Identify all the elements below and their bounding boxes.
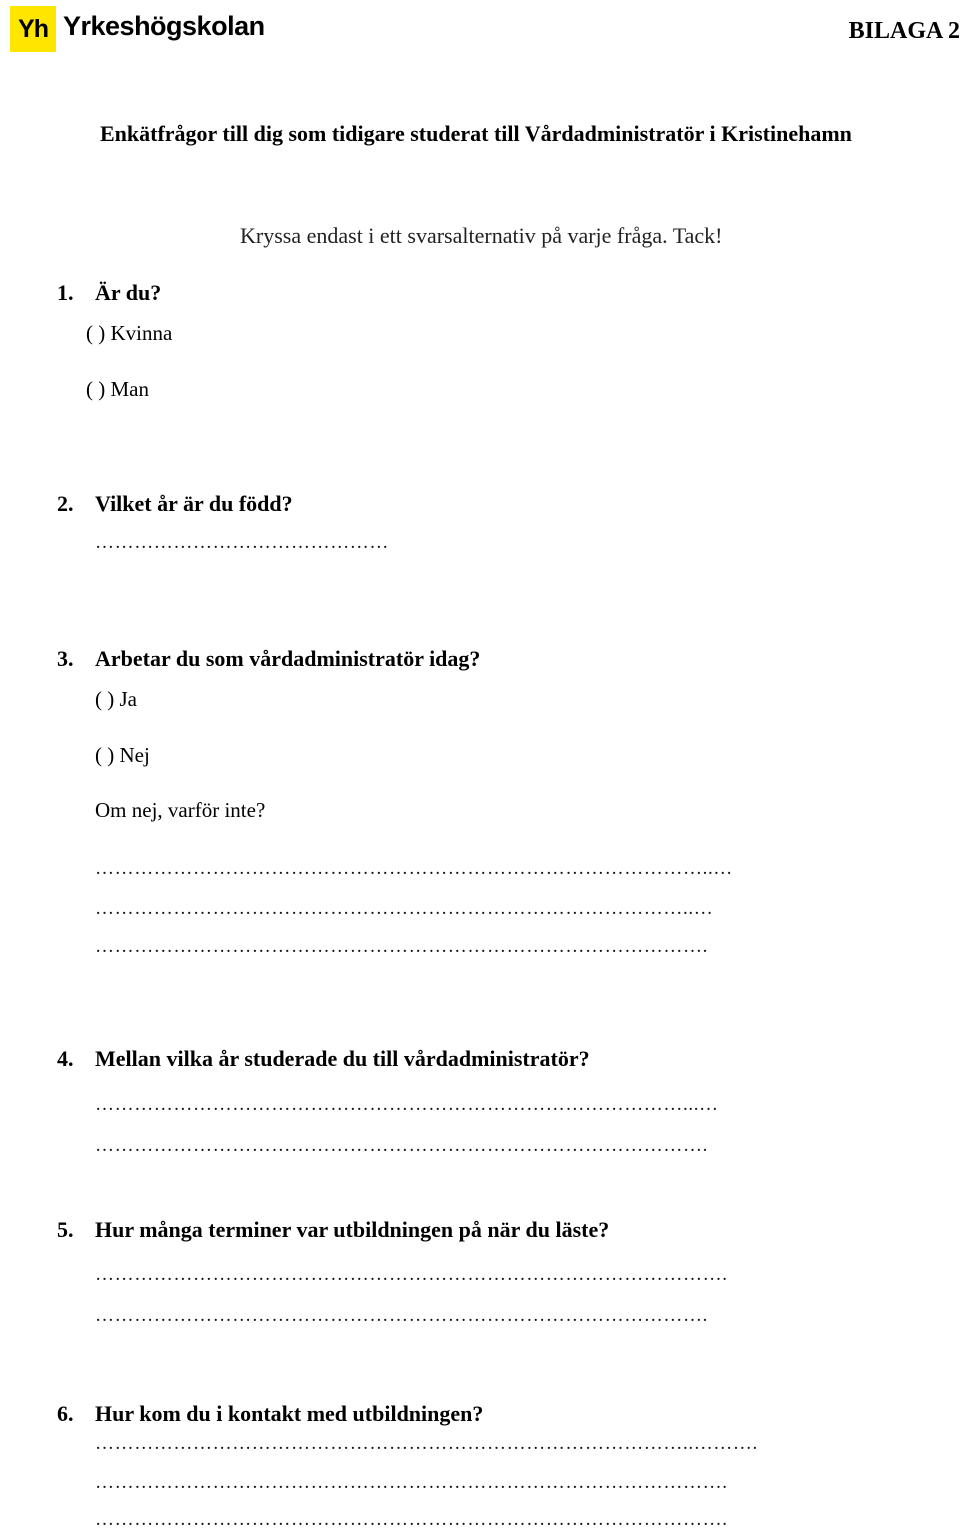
logo-mark: Yh (10, 6, 56, 52)
answer-line[interactable]: ………………………………………………………………………………..… (95, 898, 714, 919)
answer-line[interactable]: ……………………………………… (95, 532, 389, 553)
question-text: Arbetar du som vårdadministratör idag? (95, 646, 481, 671)
question-text: Hur många terminer var utbildningen på när du läste? (95, 1217, 610, 1242)
answer-line[interactable]: …………………………………………………………………………………. (95, 1135, 708, 1156)
question-number: 4. (57, 1046, 74, 1071)
question-number: 5. (57, 1217, 74, 1242)
question-number: 2. (57, 491, 74, 516)
answer-line[interactable]: ……………………………………………………………………………………. (95, 1264, 728, 1285)
answer-line[interactable]: …………………………………………………………………………………. (95, 936, 708, 957)
question-text: Är du? (95, 280, 162, 305)
option-ja[interactable]: ( ) Ja (95, 687, 137, 711)
answer-line[interactable]: ……………………………………………………………………………………. (95, 1509, 728, 1530)
option-nej[interactable]: ( ) Nej (95, 743, 150, 767)
answer-line[interactable]: ……………………………………………………………………………………. (95, 1472, 728, 1493)
instruction-text: Kryssa endast i ett svarsalternativ på varje fråga. Tack! (240, 223, 723, 248)
logo-wordmark: Yrkeshögskolan (63, 10, 265, 41)
question-text: Hur kom du i kontakt med utbildningen? (95, 1401, 484, 1426)
answer-line[interactable]: …………………………………………………………………………………. (95, 1305, 708, 1326)
annex-label: BILAGA 2 (848, 18, 960, 44)
question-number: 1. (57, 280, 74, 305)
question-number: 6. (57, 1401, 74, 1426)
question-number: 3. (57, 646, 74, 671)
page-title: Enkätfrågor till dig som tidigare studerat till Vårdadministratör i Kristinehamn (100, 121, 852, 146)
question-text: Mellan vilka år studerade du till vårdadministratör? (95, 1046, 590, 1071)
followup-label: Om nej, varför inte? (95, 798, 266, 822)
answer-line[interactable]: ………………………………………………………………………………...… (95, 1094, 719, 1115)
answer-line[interactable]: ………………………………………………………………………………..………. (95, 1433, 758, 1454)
yrkeshogskolan-logo (10, 6, 265, 52)
question-text: Vilket år är du född? (95, 491, 293, 516)
option-man[interactable]: ( ) Man (86, 377, 149, 401)
option-kvinna[interactable]: ( ) Kvinna (86, 321, 173, 345)
answer-line[interactable]: …………………………………………………………………………………..… (95, 858, 733, 879)
